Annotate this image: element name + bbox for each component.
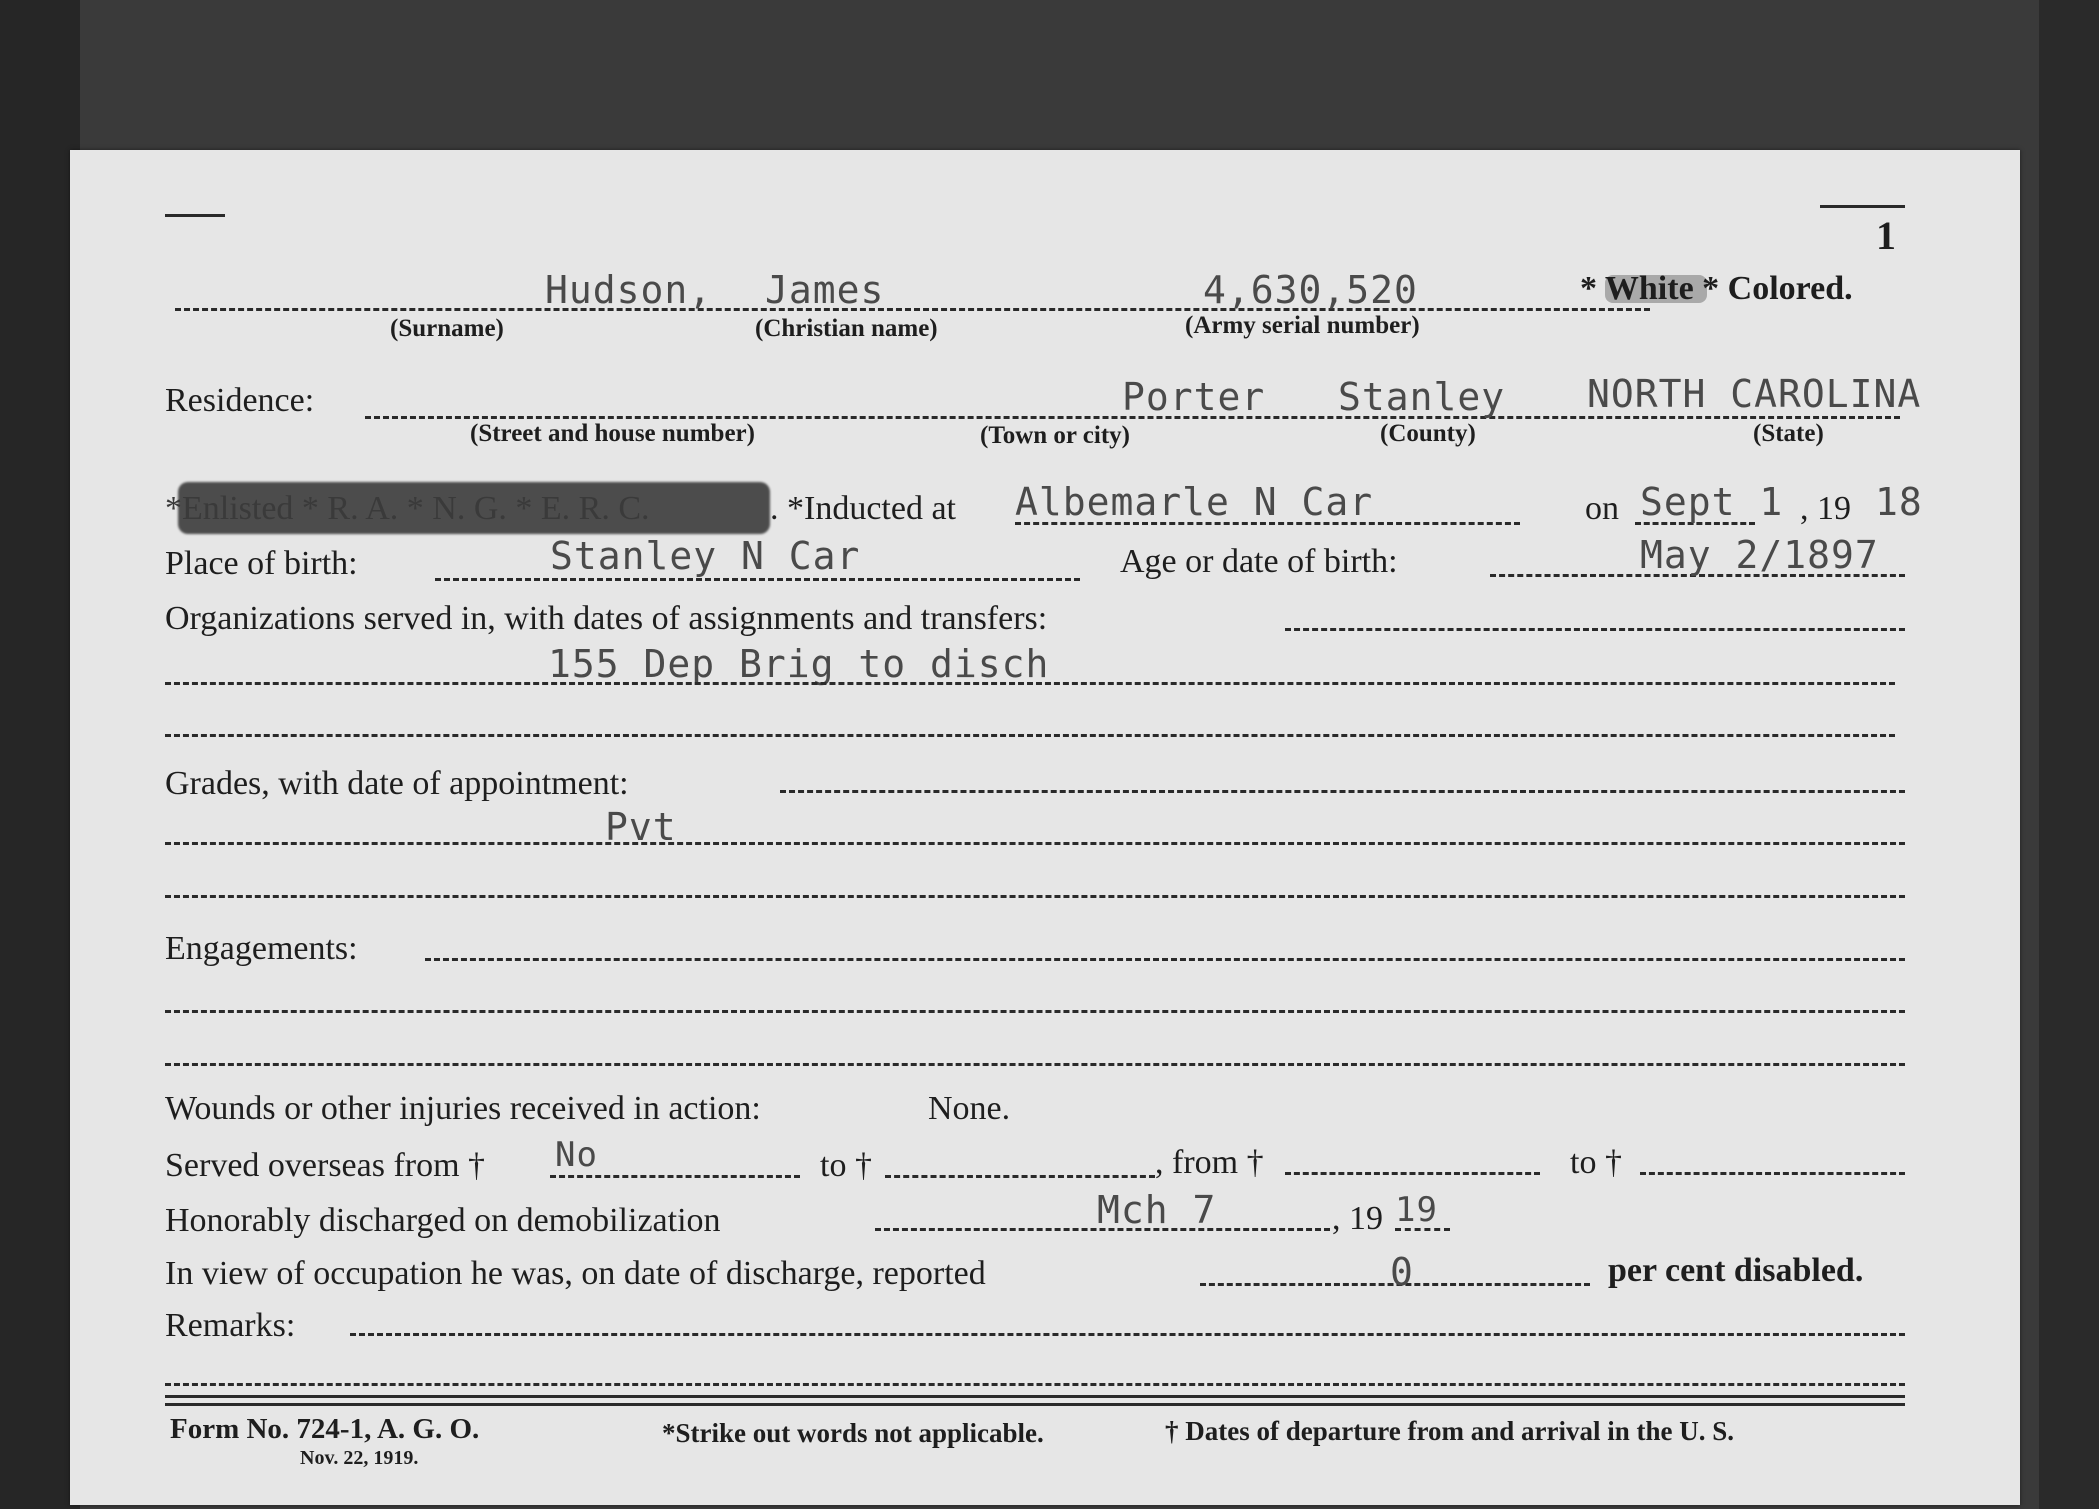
residence-label: Residence: [165, 382, 315, 419]
engagements-line-2 [165, 1010, 1905, 1013]
organizations-line-1 [1285, 628, 1905, 631]
disability-suffix: per cent disabled. [1608, 1252, 1864, 1289]
overseas-from-line [550, 1175, 800, 1178]
overseas-to-label: to † [820, 1147, 872, 1184]
footer-rule-2 [165, 1403, 1905, 1406]
inducted-on-label: on [1585, 490, 1619, 527]
county-caption: (County) [1380, 420, 1476, 447]
footer-rule-1 [165, 1395, 1905, 1398]
overseas-to-line [885, 1175, 1155, 1178]
inducted-year-value: 18 [1875, 480, 1923, 524]
serial-number-value: 4,630,520 [1203, 268, 1418, 312]
name-line [175, 308, 1650, 311]
state-caption: (State) [1753, 420, 1824, 447]
discharge-label: Honorably discharged on demobilization [165, 1202, 721, 1239]
form-date: Nov. 22, 1919. [300, 1447, 419, 1469]
town-caption: (Town or city) [980, 422, 1130, 449]
town-value: Porter [1122, 375, 1266, 419]
inducted-year-prefix: , 19 [1800, 490, 1851, 527]
background-left [0, 0, 80, 1509]
organizations-line-2 [165, 682, 1895, 685]
top-left-rule [165, 214, 225, 217]
state-value: NORTH CAROLINA [1587, 372, 1922, 416]
birthplace-line [435, 578, 1080, 581]
birthdate-value: May 2/1897 [1640, 533, 1879, 577]
grades-line-3 [165, 895, 1905, 898]
discharge-year-value: 19 [1395, 1190, 1438, 1230]
top-right-rule [1820, 205, 1905, 208]
race-options: * White * Colored. [1580, 270, 1853, 307]
engagements-line-3 [165, 1063, 1905, 1066]
card-number: 1 [1876, 213, 1896, 258]
inducted-label: . *Inducted at [770, 490, 956, 527]
footnote-strike-out: *Strike out words not applicable. [662, 1418, 1044, 1448]
discharge-date-value: Mch 7 [1097, 1188, 1217, 1232]
grades-line-2 [165, 842, 1905, 845]
disability-label: In view of occupation he was, on date of discharge, reported [165, 1255, 986, 1292]
christian-name-caption: (Christian name) [755, 315, 938, 342]
birthdate-label: Age or date of birth: [1120, 543, 1398, 580]
birthplace-label: Place of birth: [165, 545, 358, 582]
surname-value: Hudson, [545, 268, 713, 312]
overseas-from2-line [1285, 1172, 1540, 1175]
remarks-line-1 [350, 1333, 1905, 1336]
form-number: Form No. 724-1, A. G. O. [170, 1413, 480, 1445]
overseas-label: Served overseas from † [165, 1147, 486, 1184]
service-record-card [70, 150, 2020, 1505]
engagements-line-1 [425, 958, 1905, 961]
discharge-year-prefix: , 19 [1332, 1200, 1383, 1237]
surname-caption: (Surname) [390, 315, 504, 342]
birthplace-value: Stanley N Car [550, 534, 861, 578]
grades-label: Grades, with date of appointment: [165, 765, 629, 802]
enlistment-options: *Enlisted * R. A. * N. G. * E. R. C. [165, 490, 650, 527]
inducted-date-value: Sept 1 [1640, 480, 1784, 524]
street-caption: (Street and house number) [470, 420, 755, 447]
remarks-label: Remarks: [165, 1307, 296, 1344]
disability-value: 0 [1390, 1250, 1414, 1294]
wounds-label: Wounds or other injuries received in action: [165, 1090, 761, 1127]
footnote-dates: † Dates of departure from and arrival in the U. S. [1165, 1416, 1734, 1446]
grades-line-1 [780, 790, 1905, 793]
wounds-value: None. [928, 1090, 1011, 1127]
organizations-line-3 [165, 734, 1895, 737]
overseas-to2-label: to † [1570, 1144, 1622, 1181]
overseas-from2-label: , from † [1155, 1144, 1264, 1181]
remarks-line-2 [165, 1383, 1905, 1386]
organizations-value: 155 Dep Brig to disch [548, 642, 1050, 686]
christian-name-value: James [765, 268, 885, 312]
inducted-place-value: Albemarle N Car [1015, 480, 1374, 524]
background-right [2039, 0, 2099, 1509]
overseas-value: No [555, 1135, 598, 1175]
serial-caption: (Army serial number) [1185, 312, 1420, 339]
county-value: Stanley [1338, 375, 1506, 419]
overseas-to2-line [1640, 1172, 1905, 1175]
organizations-label: Organizations served in, with dates of assignments and transfers: [165, 600, 1048, 637]
discharge-year-line [1395, 1228, 1450, 1231]
engagements-label: Engagements: [165, 930, 358, 967]
grades-value: Pvt [605, 805, 677, 849]
